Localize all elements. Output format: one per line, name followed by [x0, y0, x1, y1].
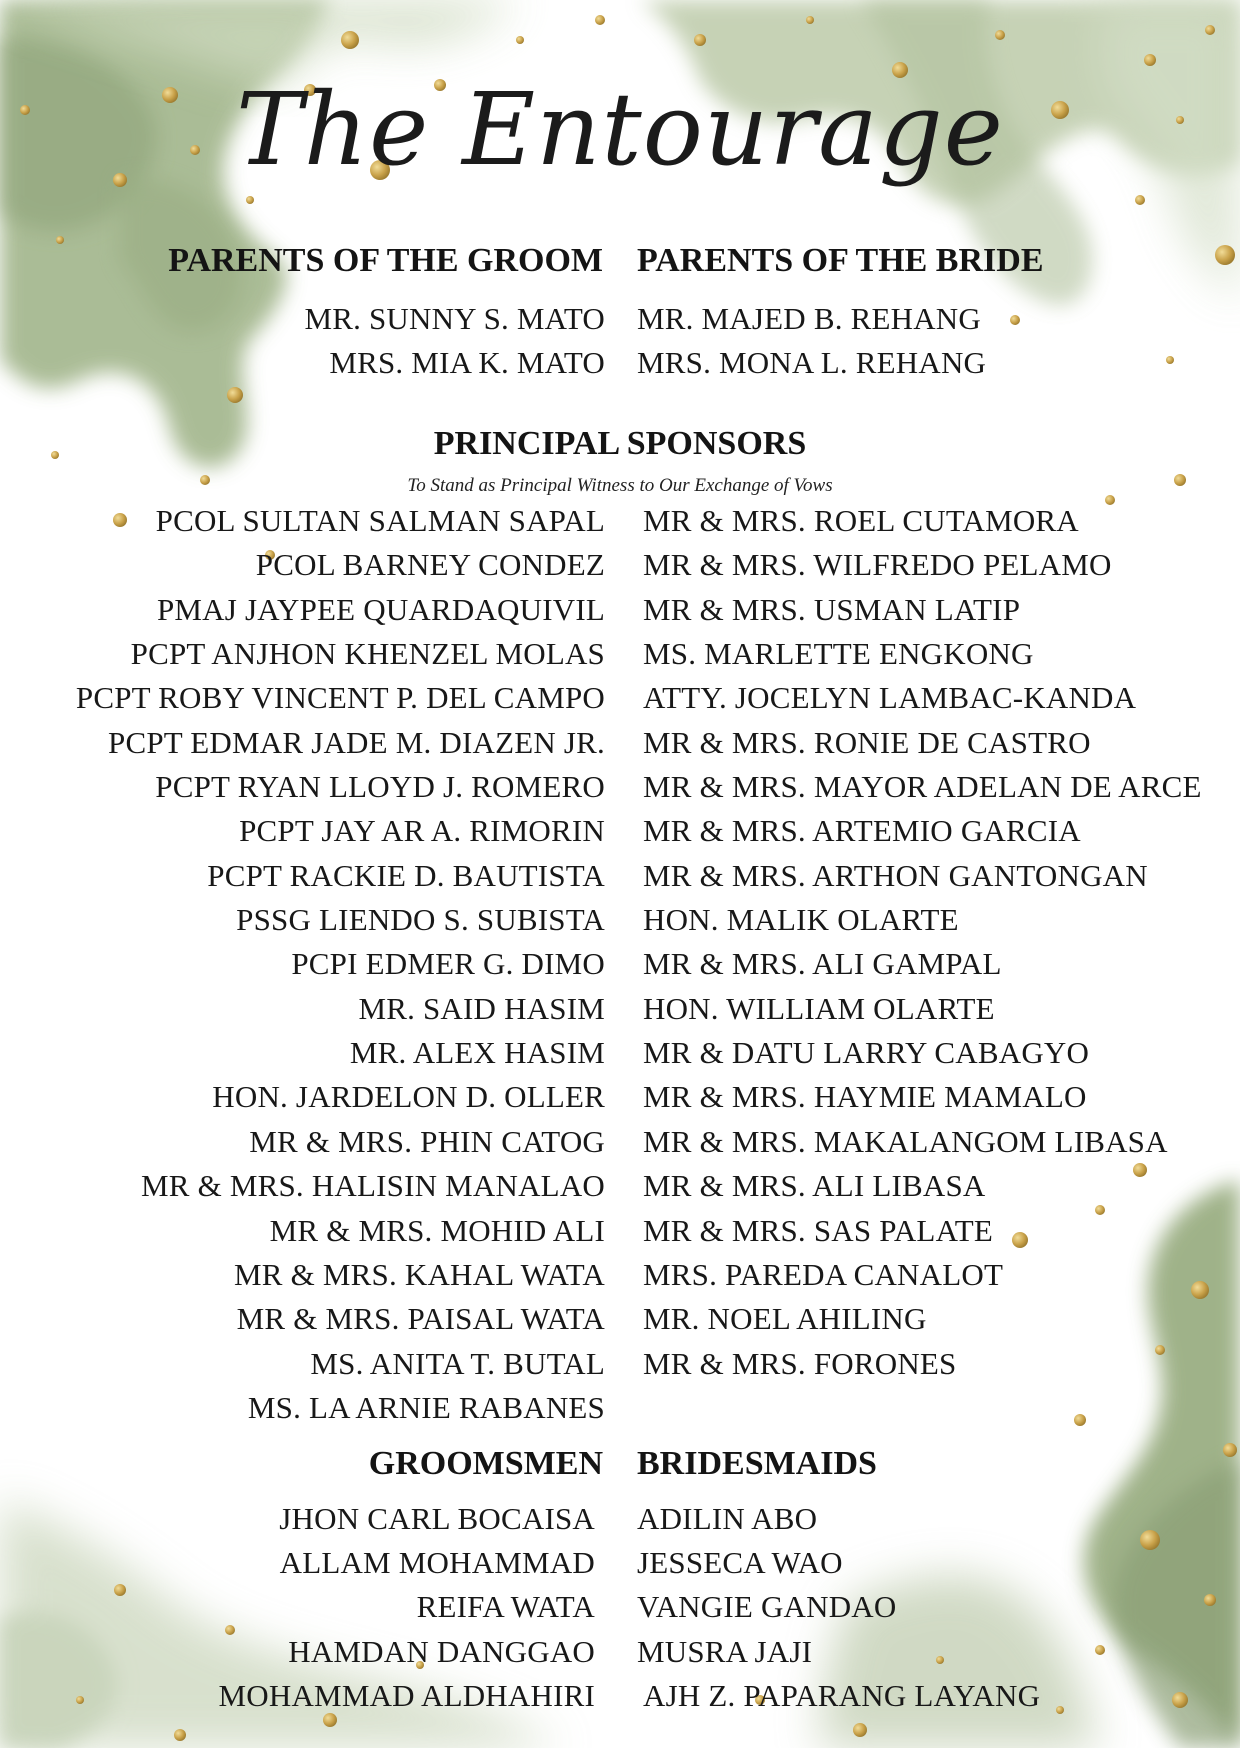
bride-parents-list	[637, 297, 986, 385]
list-item: MR. SAID HASIM	[358, 990, 605, 1026]
list-item: PCOL SULTAN SALMAN SAPAL	[155, 503, 605, 538]
groomsmen-list	[219, 1497, 595, 1718]
list-item: PCPT ROBY VINCENT P. DEL CAMPO	[75, 680, 605, 716]
list-item: MR & MRS. FORONES	[643, 1345, 957, 1381]
list-item: PSSG LIENDO S. SUBISTA	[236, 902, 605, 938]
list-item: MR & MRS. KAHAL WATA	[234, 1256, 605, 1292]
list-item: PCOL BARNEY CONDEZ	[255, 547, 605, 583]
list-item: PCPT EDMAR JADE M. DIAZEN JR.	[108, 724, 605, 760]
sponsors-right-list	[643, 499, 1202, 1386]
list-item: MR & MRS. MOHID ALI	[269, 1212, 605, 1248]
principal-sponsors-heading: PRINCIPAL SPONSORS	[433, 425, 807, 462]
list-item: MR & MRS. ALI LIBASA	[643, 1168, 986, 1204]
list-item: MR. NOEL AHILING	[643, 1301, 927, 1337]
list-item: MOHAMMAD ALDHAHIRI	[218, 1677, 595, 1713]
list-item: JESSECA WAO	[637, 1545, 843, 1581]
list-item: PCPT JAY AR A. RIMORIN	[239, 813, 605, 849]
list-item: ADILIN ABO	[637, 1501, 818, 1536]
sponsors-left-list	[76, 499, 605, 1430]
list-item: MS. LA ARNIE RABANES	[247, 1389, 605, 1425]
list-item: MR. MAJED B. REHANG	[637, 301, 981, 336]
list-item: MR & MRS. ALI GAMPAL	[643, 946, 1002, 982]
list-item: MR & MRS. PHIN CATOG	[249, 1123, 605, 1159]
list-item: MR & MRS. HALISIN MANALAO	[140, 1168, 605, 1204]
list-item: MR & MRS. USMAN LATIP	[643, 591, 1021, 627]
list-item: MS. ANITA T. BUTAL	[310, 1345, 605, 1381]
list-item: PCPT RYAN LLOYD J. ROMERO	[155, 769, 605, 805]
list-item: HON. MALIK OLARTE	[643, 902, 959, 938]
list-item: PCPI EDMER G. DIMO	[291, 946, 605, 982]
list-item: MR & MRS. MAYOR ADELAN DE ARCE	[643, 769, 1202, 805]
list-item: MR. ALEX HASIM	[349, 1035, 605, 1071]
list-item: AJH Z. PAPARANG LAYANG	[643, 1677, 1041, 1713]
list-item: MS. MARLETTE ENGKONG	[643, 636, 1034, 672]
bridesmaids-list	[637, 1497, 1040, 1718]
groom-parents-heading: PARENTS OF THE GROOM	[168, 242, 603, 279]
list-item: MR & MRS. WILFREDO PELAMO	[643, 547, 1112, 583]
groom-parents-list	[304, 297, 605, 385]
list-item: MR & MRS. ARTHON GANTONGAN	[643, 857, 1148, 893]
list-item: MR & MRS. HAYMIE MAMALO	[643, 1079, 1087, 1115]
list-item: MR & MRS. ROEL CUTAMORA	[643, 503, 1079, 538]
list-item: MR & MRS. ARTEMIO GARCIA	[643, 813, 1081, 849]
list-item: PMAJ JAYPEE QUARDAQUIVIL	[156, 591, 605, 627]
groomsmen-heading: GROOMSMEN	[368, 1445, 603, 1482]
list-item: VANGIE GANDAO	[637, 1589, 897, 1625]
list-item: MRS. PAREDA CANALOT	[643, 1256, 1004, 1292]
list-item: PCPT ANJHON KHENZEL MOLAS	[130, 636, 605, 672]
bridesmaids-heading: BRIDESMAIDS	[637, 1445, 877, 1482]
list-item: MUSRA JAJI	[637, 1633, 813, 1669]
list-item: MR & MRS. SAS PALATE	[643, 1212, 993, 1248]
list-item: MRS. MONA L. REHANG	[637, 345, 987, 380]
page-title: The Entourage	[236, 71, 1004, 188]
list-item: MR & MRS. MAKALANGOM LIBASA	[643, 1123, 1168, 1159]
list-item: HAMDAN DANGGAO	[288, 1633, 595, 1669]
list-item: ATTY. JOCELYN LAMBAC-KANDA	[643, 680, 1137, 716]
list-item: MR & MRS. PAISAL WATA	[236, 1301, 605, 1337]
list-item: ALLAM MOHAMMAD	[279, 1545, 595, 1581]
bride-parents-heading: PARENTS OF THE BRIDE	[637, 242, 1044, 279]
list-item: PCPT RACKIE D. BAUTISTA	[207, 857, 605, 893]
list-item: MR & DATU LARRY CABAGYO	[643, 1035, 1090, 1071]
list-item: MR & MRS. RONIE DE CASTRO	[643, 724, 1091, 760]
list-item: HON. JARDELON D. OLLER	[212, 1079, 605, 1115]
list-item: HON. WILLIAM OLARTE	[643, 990, 995, 1026]
list-item: JHON CARL BOCAISA	[279, 1501, 595, 1536]
list-item: REIFA WATA	[416, 1589, 595, 1625]
principal-sponsors-subtitle: To Stand as Principal Witness to Our Exchange of Vows	[407, 475, 833, 496]
list-item: MR. SUNNY S. MATO	[304, 301, 605, 336]
list-item: MRS. MIA K. MATO	[329, 345, 605, 380]
